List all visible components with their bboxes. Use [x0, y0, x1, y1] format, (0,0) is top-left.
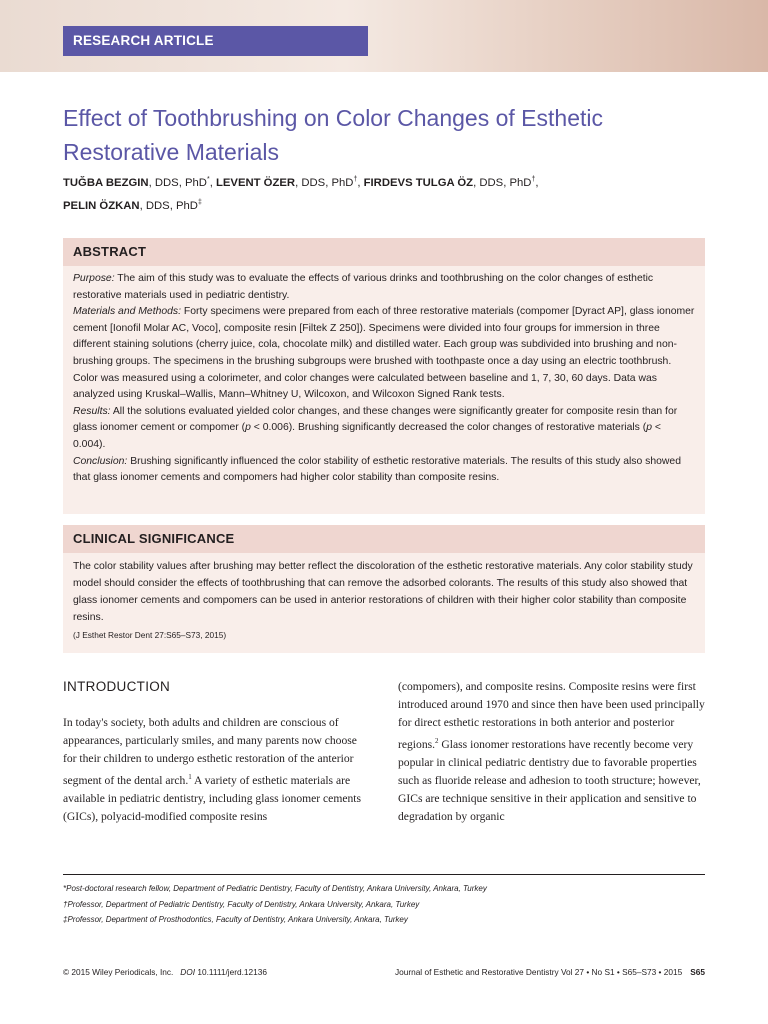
abstract-box: [63, 238, 705, 514]
introduction-heading: INTRODUCTION: [63, 679, 171, 694]
conclusion-text: Brushing significantly influenced the color stability of esthetic restorative materials. The results of this study also showed that glass ionomer cements and compomers had higher color stability than composite resins.: [73, 455, 681, 484]
body-column-left: [63, 714, 373, 826]
article-title: Effect of Toothbrushing on Color Changes of Esthetic Restorative Materials: [63, 105, 603, 166]
results-label: Results:: [73, 405, 111, 417]
author-degree: , DDS, PhD: [148, 176, 207, 189]
results-text: < 0.004).: [73, 422, 661, 450]
doi-link[interactable]: 10.1111/jerd.12136: [197, 967, 268, 977]
copyright: © 2015 Wiley Periodicals, Inc.: [63, 967, 174, 977]
clinical-significance-body: [73, 558, 695, 626]
intro-text: In today's society, both adults and children are conscious of appearances, particularly smiles, and many parents now choose for their children to undergo esthetic restoration of the anterior segment of the dental arch.: [63, 716, 357, 787]
author-degree: , DDS, PhD: [473, 176, 532, 189]
author-mark: †: [353, 176, 358, 183]
reference-link[interactable]: 2: [435, 737, 439, 745]
clinical-significance-text: The color stability values after brushing may better reflect the discoloration of the esthetic restorative materials. Any color stability study model should consider the effects of toothbrushing that can remove the adsorbed colorants. The results of this study also showed that glass ionomer cements and compomers can be used in anterior restorations of children with their higher color stability than composite resins.: [73, 561, 693, 623]
footnote: *Post-doctoral research fellow, Department of Pediatric Dentistry, Faculty of Dentistry, Ankara University, Ankara, Turkey: [63, 884, 487, 893]
article-type-label: RESEARCH ARTICLE: [73, 33, 214, 48]
footer-right: [395, 967, 705, 977]
clinical-significance-header: [63, 525, 705, 553]
methods-text: Forty specimens were prepared from each of three restorative materials (compomer [Dyract AP], glass ionomer cement [Ionofil Molar AC, Voco], composite resin [Filtek Z 250]). Specimens were divided into four groups for immersion in three different staining solutions (cherry juice, cola, chocolate milk) and distilled water. Each group was subdivided into brushing and non-brushing groups. The specimens in the brushing subgroups were brushed with toothpaste once a day using an electric toothbrush. Color was measured using a colorimeter, and color changes were calculated between baseline and 1, 7, 30, 60 days. Data was analyzed using Kruskal–Wallis, Mann–Whitney U, Wilcoxon, and Wilcoxon Signed Rank tests.: [73, 306, 695, 401]
author-mark: †: [531, 176, 536, 183]
author-name: TUĞBA BEZGIN: [63, 176, 149, 189]
author-name: FIRDEVS TULGA ÖZ: [363, 176, 474, 189]
footnote: ‡Professor, Department of Prosthodontics, Faculty of Dentistry, Ankara University, Ankara, Turkey: [63, 915, 408, 924]
abstract-results: [73, 404, 695, 454]
abstract-body: [73, 271, 695, 487]
intro-text: Glass ionomer restorations have recently become very popular in clinical pediatric dentistry due to favorable properties such as fluoride release and adhesion to tooth structure; however, GICs are technique sensitive in their application and sensitive to degradation by organic: [398, 737, 701, 823]
clinical-significance-box: [63, 525, 705, 653]
author-mark: ‡: [197, 198, 202, 206]
abstract-header: [63, 238, 705, 266]
footnote-divider: [63, 874, 705, 875]
article-type-bar: [63, 26, 368, 56]
purpose-text: The aim of this study was to evaluate the effects of various drinks and toothbrushing on the color changes of esthetic restorative materials used in pediatric dentistry.: [73, 273, 654, 301]
results-text: All the solutions evaluated yielded color changes, and these changes were significantly greater for composite resin than for glass ionomer cement or compomer (: [73, 405, 678, 434]
journal-info: Journal of Esthetic and Restorative Dentistry Vol 27 • No S1 • S65–S73 • 2015: [394, 967, 683, 977]
p-symbol: p: [646, 422, 652, 434]
clinical-significance-heading: CLINICAL SIGNIFICANCE: [73, 531, 235, 546]
abstract-methods: [73, 304, 695, 404]
author-name: PELIN ÖZKAN: [63, 199, 140, 212]
page-number: S65: [690, 967, 705, 977]
doi-label: DOI: [180, 967, 196, 977]
results-text: < 0.006). Brushing significantly decreased the color changes of restorative materials (: [250, 422, 647, 434]
affiliation-footnotes: [63, 881, 705, 928]
intro-paragraph: [398, 678, 708, 826]
purpose-label: Purpose:: [73, 273, 115, 284]
reference-link[interactable]: 1: [188, 773, 192, 781]
journal-citation: (J Esthet Restor Dent 27:S65–S73, 2015): [73, 630, 227, 640]
author-separator: ,: [535, 176, 539, 189]
p-symbol: p: [245, 422, 251, 434]
methods-label: Materials and Methods:: [73, 306, 182, 318]
author-mark: *: [206, 176, 210, 183]
intro-paragraph: [63, 714, 373, 826]
body-column-right: [398, 678, 708, 826]
conclusion-label: Conclusion:: [73, 455, 128, 467]
intro-text: A variety of esthetic materials are available in pediatric dentistry, including glass ionomer cements (GICs), polyacid-modified composite resins: [63, 773, 362, 823]
author-separator: ,: [357, 176, 364, 189]
author-list: [63, 170, 703, 216]
footer-left: [63, 967, 267, 977]
author-degree: , DDS, PhD: [295, 176, 354, 189]
abstract-conclusion: [73, 454, 695, 487]
abstract-purpose: [73, 271, 695, 304]
author-name: LEVENT ÖZER: [215, 176, 296, 189]
footnote: †Professor, Department of Pediatric Dentistry, Faculty of Dentistry, Ankara University, Ankara, Turkey: [63, 899, 420, 909]
author-degree: , DDS, PhD: [139, 199, 198, 212]
author-separator: ,: [209, 176, 216, 189]
abstract-heading: ABSTRACT: [73, 244, 147, 259]
intro-text: (compomers), and composite resins. Composite resins were first introduced around 1970 and since then have been used principally for direct esthetic restorations in both anterior and posterior regions.: [398, 680, 705, 751]
